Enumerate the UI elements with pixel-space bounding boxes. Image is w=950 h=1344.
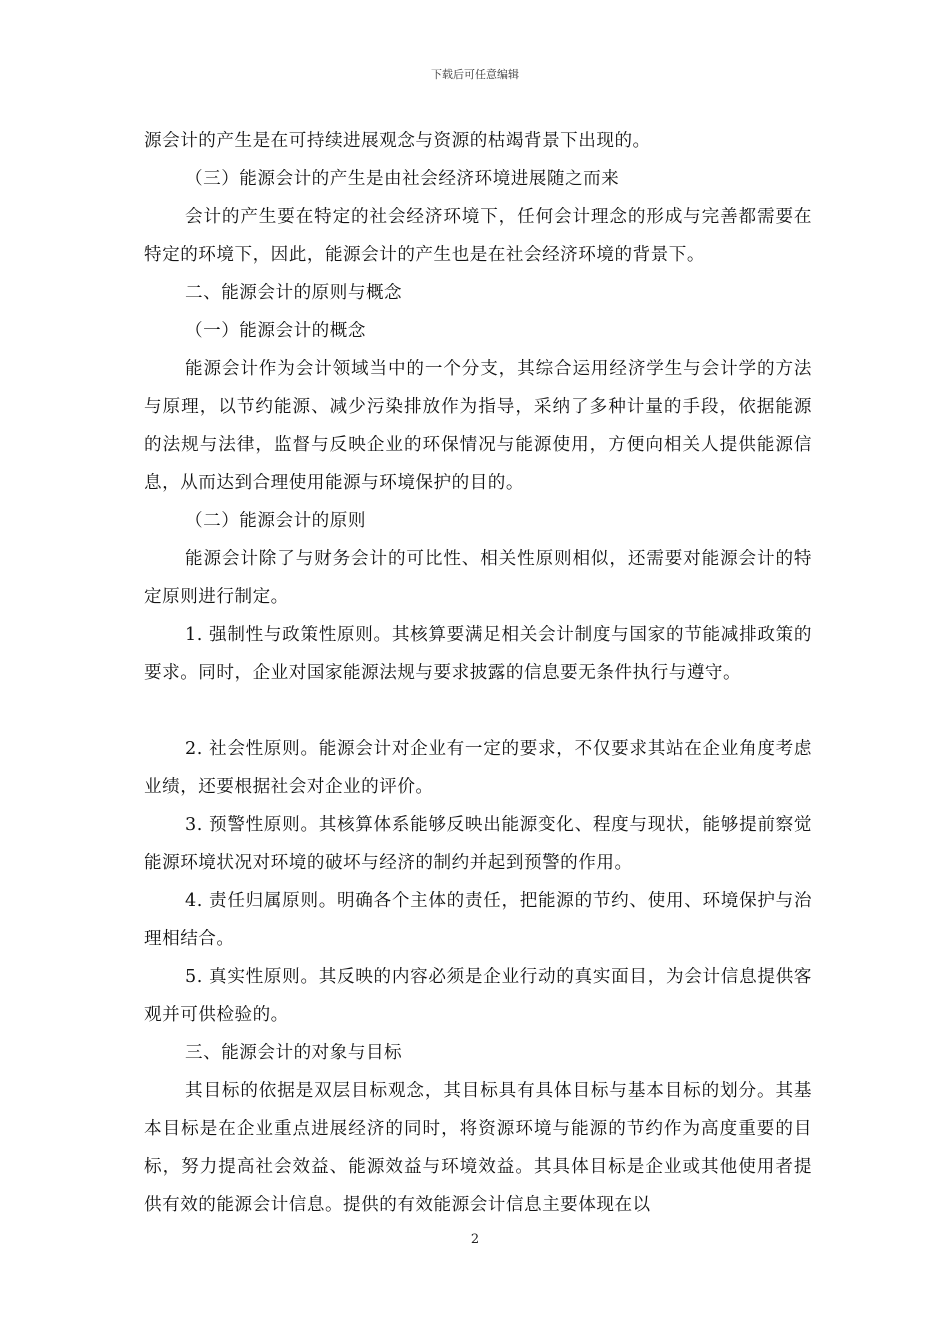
paragraph: 会计的产生要在特定的社会经济环境下，任何会计理念的形成与完善都需要在特定的环境下，因此，能源会计的产生也是在社会经济环境的背景下。 [144, 207, 812, 265]
section-heading: （三）能源会计的产生是由社会经济环境进展随之而来 [185, 169, 620, 189]
list-item: 2. 社会性原则。能源会计对企业有一定的要求，不仅要求其站在企业角度考虑业绩，还要根据社会对企业的评价。 [144, 739, 812, 797]
list-item: 1. 强制性与政策性原则。其核算要满足相关会计制度与国家的节能减排政策的要求。同时，企业对国家能源法规与要求披露的信息要无条件执行与遵守。 [144, 625, 812, 683]
section-heading: 二、能源会计的原则与概念 [185, 283, 403, 303]
blank-line [144, 692, 812, 730]
section-heading: （二）能源会计的原则 [185, 511, 366, 531]
document-body [144, 122, 812, 1224]
section-heading: 三、能源会计的对象与目标 [185, 1043, 403, 1063]
paragraph: 其目标的依据是双层目标观念，其目标具有具体目标与基本目标的划分。其基本目标是在企业重点进展经济的同时，将资源环境与能源的节约作为高度重要的目标，努力提高社会效益、能源效益与环境效益。其具体目标是企业或其他使用者提供有效的能源会计信息。提供的有效能源会计信息主要体现在以 [144, 1081, 812, 1215]
list-item: 4. 责任归属原则。明确各个主体的责任，把能源的节约、使用、环境保护与治理相结合。 [144, 891, 812, 949]
paragraph: 源会计的产生是在可持续进展观念与资源的枯竭背景下出现的。 [144, 131, 651, 151]
page-header: 下载后可任意编辑 [431, 68, 519, 81]
section-heading: （一）能源会计的概念 [185, 321, 366, 341]
paragraph: 能源会计除了与财务会计的可比性、相关性原则相似，还需要对能源会计的特定原则进行制定。 [144, 549, 812, 607]
paragraph: 能源会计作为会计领域当中的一个分支，其综合运用经济学生与会计学的方法与原理，以节约能源、减少污染排放作为指导，采纳了多种计量的手段，依据能源的法规与法律，监督与反映企业的环保情况与能源使用，方便向相关人提供能源信息，从而达到合理使用能源与环境保护的目的。 [144, 359, 812, 493]
page-number: 2 [470, 1232, 480, 1247]
list-item: 5. 真实性原则。其反映的内容必须是企业行动的真实面目，为会计信息提供客观并可供检验的。 [144, 967, 812, 1025]
list-item: 3. 预警性原则。其核算体系能够反映出能源变化、程度与现状，能够提前察觉能源环境状况对环境的破坏与经济的制约并起到预警的作用。 [144, 815, 812, 873]
